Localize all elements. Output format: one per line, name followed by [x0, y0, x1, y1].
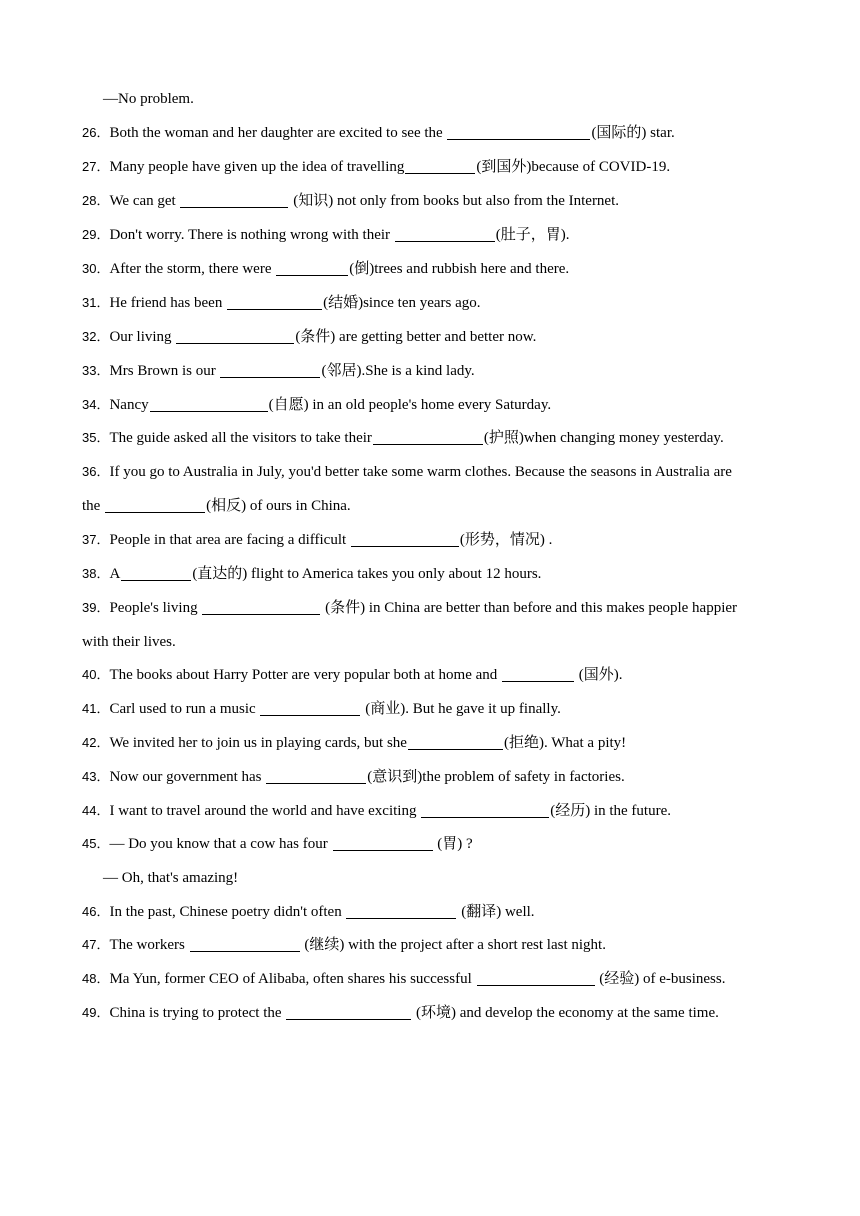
question-text: Both the woman and her daughter are excited to see the [109, 125, 447, 141]
question-hint: (自愿) in an old people's home every Saturday. [268, 397, 552, 413]
question-28 [82, 184, 820, 218]
question-number: 47． [82, 937, 110, 952]
question-text: Many people have given up the idea of travelling [109, 159, 405, 175]
question-number: 36． [82, 464, 110, 479]
question-text: If you go to Australia in July, you'd better take some warm clothes. Because the seasons in Australia are [109, 464, 732, 480]
dialogue-reply [103, 82, 820, 116]
question-text: Now our government has [109, 769, 266, 785]
question-hint: (到国外)because of COVID-19. [476, 159, 671, 175]
question-number: 39． [82, 600, 110, 615]
question-text: The guide asked all the visitors to take their [109, 430, 372, 446]
question-text: After the storm, there were [109, 261, 276, 277]
question-text: Nancy [109, 397, 149, 413]
question-number: 38． [82, 566, 110, 581]
question-42 [82, 726, 820, 760]
question-number: 32． [82, 329, 110, 344]
question-26 [82, 116, 820, 150]
question-text: A [109, 566, 121, 582]
question-text: In the past, Chinese poetry didn't often [109, 904, 346, 920]
answer-blank[interactable] [447, 124, 590, 140]
question-36 [82, 455, 820, 489]
question-hint: (经验) of e-business. [595, 971, 726, 987]
question-text: Don't worry. There is nothing wrong with their [109, 227, 394, 243]
question-hint: (倒)trees and rubbish here and there. [349, 261, 570, 277]
question-text: The workers [109, 937, 189, 953]
answer-blank[interactable] [190, 936, 300, 952]
answer-blank[interactable] [176, 328, 294, 344]
question-number: 45． [82, 836, 110, 851]
question-30 [82, 252, 820, 286]
reply-text: —No problem. [103, 91, 194, 107]
answer-blank[interactable] [373, 429, 483, 445]
answer-blank[interactable] [150, 396, 268, 412]
question-hint: (相反) of ours in China. [206, 498, 351, 514]
question-number: 34． [82, 397, 110, 412]
question-hint: (经历) in the future. [550, 803, 672, 819]
reply-text: — Oh, that's amazing! [103, 870, 239, 886]
answer-blank[interactable] [121, 565, 191, 581]
question-number: 33． [82, 363, 110, 378]
question-hint: (国际的) star. [591, 125, 675, 141]
question-hint: (直达的) flight to America takes you only about 12 hours. [192, 566, 542, 582]
question-text: the [82, 498, 105, 514]
question-text: We can get [109, 193, 180, 209]
question-number: 48． [82, 971, 110, 986]
question-number: 26． [82, 125, 110, 140]
question-number: 28． [82, 193, 110, 208]
answer-blank[interactable] [276, 260, 348, 276]
answer-blank[interactable] [477, 970, 595, 986]
question-hint: (国外). [575, 667, 623, 683]
question-text: The books about Harry Potter are very popular both at home and [109, 667, 502, 683]
question-39 [82, 591, 820, 625]
question-number: 44． [82, 803, 110, 818]
question-text: Ma Yun, former CEO of Alibaba, often shares his successful [109, 971, 476, 987]
question-text: He friend has been [109, 295, 227, 311]
question-text: People's living [109, 600, 202, 616]
question-hint: (继续) with the project after a short rest last night. [300, 937, 606, 953]
question-text: — Do you know that a cow has four [109, 836, 332, 852]
question-49 [82, 996, 820, 1030]
question-number: 37． [82, 532, 110, 547]
question-hint: (知识) not only from books but also from the Internet. [289, 193, 620, 209]
answer-blank[interactable] [286, 1004, 411, 1020]
answer-blank[interactable] [220, 362, 320, 378]
answer-blank[interactable] [405, 158, 475, 174]
dialogue-reply [103, 861, 820, 895]
question-hint: (护照)when changing money yesterday. [483, 430, 724, 446]
answer-blank[interactable] [346, 903, 456, 919]
question-text: I want to travel around the world and have exciting [109, 803, 421, 819]
question-number: 41． [82, 701, 110, 716]
question-hint: (条件) are getting better and better now. [295, 329, 537, 345]
answer-blank[interactable] [266, 768, 366, 784]
question-31 [82, 286, 820, 320]
question-34 [82, 388, 820, 422]
question-40 [82, 658, 820, 692]
question-text: Carl used to run a music [109, 701, 260, 717]
question-41 [82, 692, 820, 726]
question-hint: (胃) ? [433, 836, 473, 852]
question-number: 43． [82, 769, 110, 784]
question-hint: (形势，情况) . [459, 532, 553, 548]
question-hint: (意识到)the problem of safety in factories. [367, 769, 625, 785]
question-27 [82, 150, 820, 184]
question-47 [82, 928, 820, 962]
question-hint: (肚子，胃). [495, 227, 570, 243]
question-32 [82, 320, 820, 354]
question-hint: (商业). But he gave it up finally. [361, 701, 561, 717]
question-text: People in that area are facing a difficult [109, 532, 350, 548]
question-text: Our living [109, 329, 176, 345]
question-number: 40． [82, 667, 110, 682]
question-number: 42． [82, 735, 110, 750]
answer-blank[interactable] [351, 531, 459, 547]
question-number: 35． [82, 430, 110, 445]
question-hint: (拒绝). What a pity! [503, 735, 627, 751]
question-number: 29． [82, 227, 110, 242]
answer-blank[interactable] [421, 802, 549, 818]
question-text: with their lives. [82, 634, 176, 650]
question-hint: (条件) in China are better than before and this makes people happier [321, 600, 738, 616]
question-35 [82, 421, 820, 455]
question-37 [82, 523, 820, 557]
question-45 [82, 827, 820, 861]
answer-blank[interactable] [202, 599, 320, 615]
question-38 [82, 557, 820, 591]
question-text: We invited her to join us in playing cards, but she [109, 735, 407, 751]
question-33 [82, 354, 820, 388]
question-44 [82, 794, 820, 828]
question-36-continued [82, 489, 820, 523]
question-number: 27． [82, 159, 110, 174]
question-text: Mrs Brown is our [109, 363, 220, 379]
question-number: 49． [82, 1005, 110, 1020]
question-48 [82, 962, 820, 996]
question-number: 31． [82, 295, 110, 310]
question-39-continued [82, 625, 820, 659]
question-hint: (结婚)since ten years ago. [323, 295, 481, 311]
question-hint: (邻居).She is a kind lady. [321, 363, 475, 379]
answer-blank[interactable] [260, 700, 360, 716]
question-29 [82, 218, 820, 252]
question-hint: (环境) and develop the economy at the same time. [412, 1005, 719, 1021]
question-hint: (翻译) well. [457, 904, 535, 920]
question-number: 30． [82, 261, 110, 276]
answer-blank[interactable] [180, 192, 288, 208]
question-number: 46． [82, 904, 110, 919]
answer-blank[interactable] [395, 226, 495, 242]
answer-blank[interactable] [105, 497, 205, 513]
question-46 [82, 895, 820, 929]
answer-blank[interactable] [333, 835, 433, 851]
answer-blank[interactable] [408, 734, 503, 750]
question-text: China is trying to protect the [109, 1005, 286, 1021]
question-43 [82, 760, 820, 794]
answer-blank[interactable] [227, 294, 322, 310]
answer-blank[interactable] [502, 666, 574, 682]
